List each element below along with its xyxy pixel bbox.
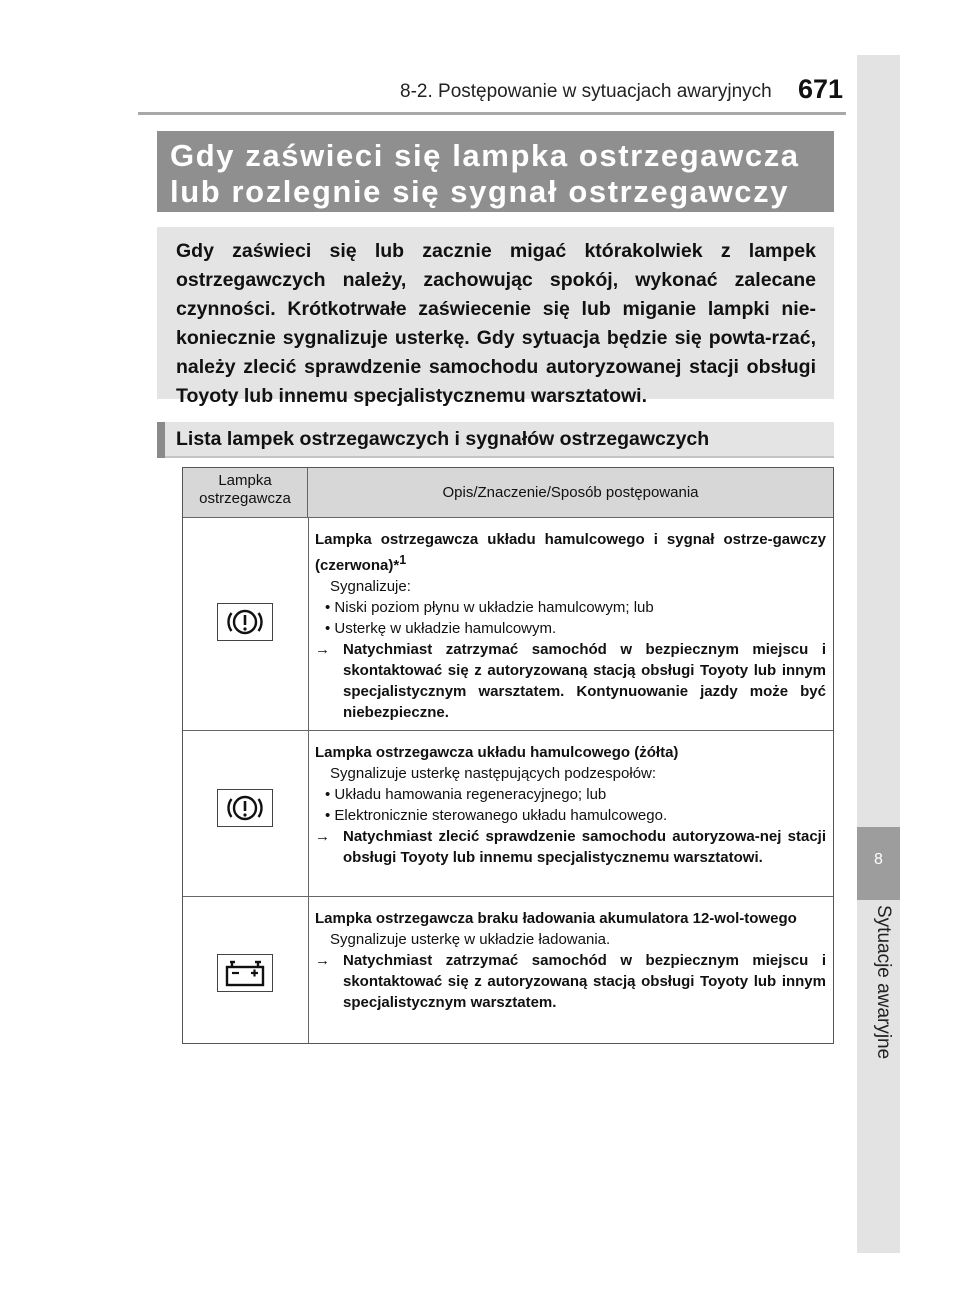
table-row: [183, 897, 833, 1043]
lamp-title: Lampka ostrzegawcza układu hamulcowego i sygnał ostrze-gawczy (czerwona)*$^1$: [315, 531, 826, 574]
lamp-bullet: • Usterkę w układzie hamulcowym.: [325, 620, 557, 637]
lamp-lead: Sygnalizuje usterkę w układzie ładowania.: [330, 931, 611, 948]
lamp-icon-cell: [183, 897, 309, 1043]
page-number: 671: [798, 74, 844, 104]
warning-lamps-table: [182, 467, 834, 1044]
brake-warning-icon: [217, 789, 273, 827]
page-title: [157, 131, 834, 212]
chapter-number: 8: [874, 851, 883, 868]
lamp-bullet: • Niski poziom płynu w układzie hamulcowym; lub: [325, 599, 654, 616]
lamp-description: [315, 742, 826, 868]
lamp-lead: Sygnalizuje usterkę następujących podzespołów:: [330, 765, 657, 782]
header-divider: [138, 112, 846, 115]
subheading-marker: [157, 422, 165, 458]
table-row: [183, 731, 833, 897]
section-subheading: [157, 422, 834, 458]
intro-box: [157, 227, 834, 407]
title-line-1: Gdy zaświeci się lampka ostrzegawcza: [170, 138, 800, 173]
table-header-lamp: Lampka ostrzegawcza: [183, 468, 308, 517]
table-header-row: [183, 468, 833, 518]
lamp-description: [315, 529, 826, 723]
lamp-lead: Sygnalizuje:: [330, 578, 411, 595]
arrow-icon: →: [315, 828, 330, 845]
battery-warning-icon: [217, 954, 273, 992]
section-title: 8-2. Postępowanie w sytuacjach awaryjnych: [400, 81, 772, 102]
lamp-action: → Natychmiast zlecić sprawdzenie samochodu autoryzowa-nej stacji obsługi Toyoty lub innemu specjalistycznemu warsztatowi.: [315, 828, 826, 866]
intro-text: Gdy zaświeci się lub zacznie migać którakolwiek z lampek ostrzegawczych należy, zachowując spokój, wykonać zalecane czynności. Krótkotrwałe zaświecenie się lub miganie lampki nie-koniecznie sygnalizuje usterkę. Gdy sytuacja będzie się powta-rzać, należy zlecić sprawdzenie samochodu autoryzowanej stacji obsługi Toyoty lub innemu specjalistycznemu warsztatowi.: [176, 240, 816, 407]
lamp-bullet: • Elektronicznie sterowanego układu hamulcowego.: [325, 807, 668, 824]
lamp-bullet: • Układu hamowania regeneracyjnego; lub: [325, 786, 607, 803]
lamp-icon-cell: [183, 731, 309, 896]
page-header: [0, 0, 960, 120]
brake-warning-icon: [217, 603, 273, 641]
lamp-action: → Natychmiast zatrzymać samochód w bezpiecznym miejscu i skontaktować się z autoryzowaną stacją obsługi Toyoty lub innym specjalistycznym warsztatem.: [315, 952, 826, 1011]
lamp-title: Lampka ostrzegawcza układu hamulcowego (żółta): [315, 744, 679, 761]
chapter-label: Sytuacje awaryjne: [873, 905, 894, 1060]
arrow-icon: →: [315, 952, 330, 969]
table-row: [183, 518, 833, 731]
lamp-title: Lampka ostrzegawcza braku ładowania akumulatora 12-wol-towego: [315, 910, 797, 927]
footnote-marker: 1: [399, 553, 407, 567]
lamp-description: [315, 908, 826, 1013]
lamp-action: → Natychmiast zatrzymać samochód w bezpiecznym miejscu i skontaktować się z autoryzowaną stacją obsługi Toyoty lub innym specjalistycznym warsztatem. Kontynuowanie jazdy może być niebezpieczne.: [315, 641, 826, 721]
arrow-icon: →: [315, 641, 330, 658]
lamp-icon-cell: [183, 518, 309, 730]
table-header-description: Opis/Znaczenie/Sposób postępowania: [442, 484, 699, 501]
subheading-text: Lista lampek ostrzegawczych i sygnałów ostrzegawczych: [176, 428, 710, 450]
title-line-2: lub rozlegnie się sygnał ostrzegawczy: [170, 174, 790, 209]
